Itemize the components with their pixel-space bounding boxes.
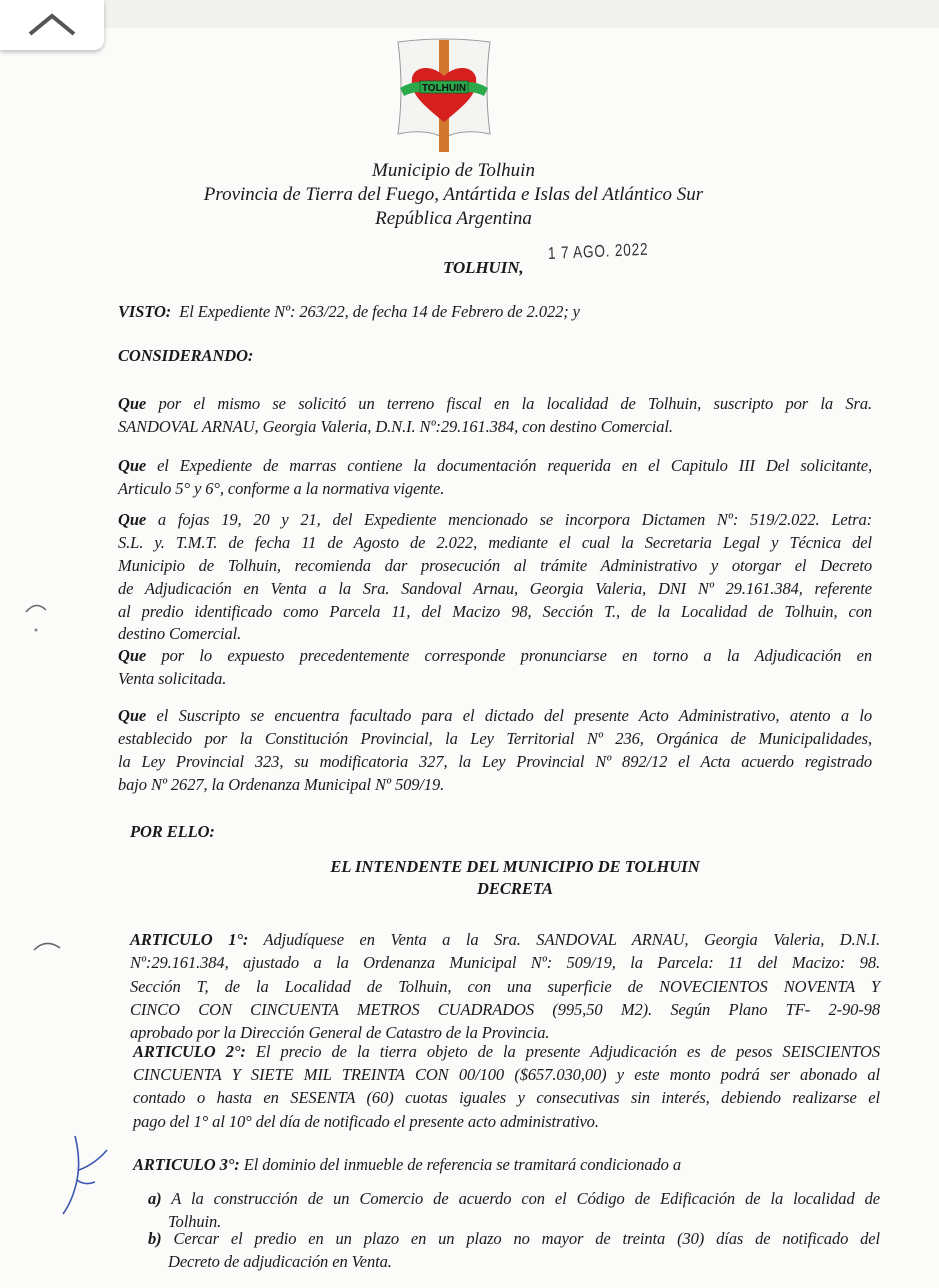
line-text: S.L. y. T.M.T. de fecha 11 de Agosto de 2.022, mediante el cual la Secretaria Legal y Técnica del [118, 533, 872, 552]
line-text: el Suscripto se encuentra facultado para el dictado del presente Acto Administrativo, atento a lo [156, 706, 872, 725]
considerando-heading: CONSIDERANDO: [118, 346, 254, 365]
letterhead-country: República Argentina [375, 208, 532, 229]
condition-line [148, 1229, 880, 1249]
paragraph-line [118, 417, 872, 437]
line-text: la Ley Provincial 323, su modificatoria 327, la Ley Provincial Nº 892/12 el Acta acuerdo registrado [118, 752, 872, 771]
municipal-logo [392, 38, 496, 158]
line-text: Municipio de Tolhuin, recomienda dar prosecución al trámite Administrativo y otorgar el Decreto [118, 556, 872, 575]
line-text: El dominio del inmueble de referencia se tramitará condicionado a [243, 1155, 681, 1174]
line-text: Cercar el predio en un plazo en un plazo no mayor de treinta (30) días de notificado del [173, 1229, 880, 1248]
article-lead: ARTICULO 1°: [130, 930, 249, 949]
article-line [133, 1155, 880, 1175]
line-text: El precio de la tierra objeto de la presente Adjudicación es de pesos SEISCIENTOS [255, 1042, 880, 1061]
paragraph-line [118, 669, 872, 689]
article-lead: ARTICULO 2°: [133, 1042, 246, 1061]
scanner-mark [22, 596, 52, 636]
condition-lead: b) [148, 1229, 162, 1248]
paragraph-line [118, 579, 872, 599]
paragraph-line [118, 752, 872, 772]
article-line [130, 930, 880, 950]
visto-line [118, 302, 580, 322]
line-text: Nº:29.161.384, ajustado a la Ordenanza Municipal Nº: 509/19, la Parcela: 11 del Macizo: 98. [130, 953, 880, 972]
scanner-mark [30, 936, 70, 956]
article-lead: ARTICULO 3°: [133, 1155, 240, 1174]
line-text: Tolhuin. [168, 1212, 222, 1231]
condition-lead: a) [148, 1189, 162, 1208]
line-text: Adjudíquese en Venta a la Sra. SANDOVAL ARNAU, Georgia Valeria, D.N.I. [263, 930, 880, 949]
paragraph-line [118, 646, 872, 666]
paragraph-line [118, 456, 872, 476]
collapse-button[interactable] [0, 0, 104, 50]
paragraph-line [118, 729, 872, 749]
por-ello-heading: POR ELLO: [130, 822, 215, 841]
line-text: Articulo 5° y 6°, conforme a la normativa vigente. [118, 479, 445, 498]
letterhead-municipality: Municipio de Tolhuin [372, 160, 535, 181]
paragraph-lead: Que [118, 706, 147, 725]
paragraph-line [118, 602, 872, 622]
decree-subtitle: DECRETA [476, 879, 554, 898]
line-text: por lo expuesto precedentemente corresponde pronunciarse en torno a la Adjudicación en [161, 646, 872, 665]
line-text: pago del 1° al 10° del día de notificado el presente acto administrativo. [133, 1112, 599, 1131]
visto-text: El Expediente Nº: 263/22, de fecha 14 de Febrero de 2.022; y [179, 302, 580, 321]
paragraph-line [118, 556, 872, 576]
line-text: aprobado por la Dirección General de Catastro de la Provincia. [130, 1023, 550, 1042]
article-line [130, 977, 880, 997]
article-line [130, 1000, 880, 1020]
article-line [133, 1088, 880, 1108]
line-text: Venta solicitada. [118, 669, 227, 688]
paragraph-lead: Que [118, 456, 147, 475]
paragraph-lead: Que [118, 646, 147, 665]
line-text: establecido por la Constitución Provincial, la Ley Territorial Nº 236, Orgánica de Municipalidades, [118, 729, 872, 748]
paragraph-lead: Que [118, 510, 147, 529]
line-text: CINCO CON CINCUENTA METROS CUADRADOS (995,50 M2). Según Plano TF- 2-90-98 [130, 1000, 880, 1019]
paragraph-line [118, 706, 872, 726]
visto-label: VISTO: [118, 302, 172, 321]
paragraph-lead: Que [118, 394, 147, 413]
article-line [133, 1112, 880, 1132]
article-line [133, 1042, 880, 1062]
line-text: a fojas 19, 20 y 21, del Expediente mencionado se incorpora Dictamen Nº: 519/2.022. Letra: [157, 510, 872, 529]
handwritten-signature [55, 1130, 115, 1220]
article-line [130, 1023, 880, 1043]
line-text: el Expediente de marras contiene la documentación requerida en el Capitulo III Del solicitante, [157, 456, 872, 475]
line-text: SANDOVAL ARNAU, Georgia Valeria, D.N.I. Nº:29.161.384, con destino Comercial. [118, 417, 673, 436]
line-text: de Adjudicación en Venta a la Sra. Sandoval Arnau, Georgia Valeria, DNI Nº 29.161.384, referente [118, 579, 872, 598]
condition-line [168, 1252, 880, 1272]
date-stamp: 1 7 AGO. 2022 [547, 239, 649, 263]
letterhead-province: Provincia de Tierra del Fuego, Antártida e Islas del Atlántico Sur [203, 184, 704, 205]
line-text: por el mismo se solicitó un terreno fiscal en la localidad de Tolhuin, suscripto por la Sra. [158, 394, 872, 413]
chevron-up-icon [22, 10, 82, 40]
line-text: CINCUENTA Y SIETE MIL TREINTA CON 00/100 ($657.030,00) y este monto podrá ser abonado al [133, 1065, 880, 1084]
line-text: Decreto de adjudicación en Venta. [168, 1252, 392, 1271]
line-text: bajo Nº 2627, la Ordenanza Municipal Nº 509/19. [118, 775, 445, 794]
paragraph-line [118, 624, 872, 644]
svg-text:TOLHUIN: TOLHUIN [421, 83, 467, 94]
line-text: Sección T, de la Localidad de Tolhuin, con una superficie de NOVECIENTOS NOVENTA Y [130, 977, 880, 996]
place-label: TOLHUIN, [443, 258, 524, 277]
decree-title: EL INTENDENTE DEL MUNICIPIO DE TOLHUIN [330, 857, 700, 876]
paragraph-line [118, 479, 872, 499]
article-line [130, 953, 880, 973]
paragraph-line [118, 533, 872, 553]
article-line [133, 1065, 880, 1085]
paragraph-line [118, 510, 872, 530]
line-text: destino Comercial. [118, 624, 242, 643]
condition-line [148, 1189, 880, 1209]
line-text: al predio identificado como Parcela 11, del Macizo 98, Sección T., de la Localidad de Tolhuin, con [118, 602, 872, 621]
paragraph-line [118, 775, 872, 795]
line-text: contado o hasta en SESENTA (60) cuotas iguales y consecutivas sin interés, debiendo realizarse el [133, 1088, 880, 1107]
paragraph-line [118, 394, 872, 414]
line-text: A la construcción de un Comercio de acuerdo con el Código de Edificación de la localidad de [171, 1189, 881, 1208]
